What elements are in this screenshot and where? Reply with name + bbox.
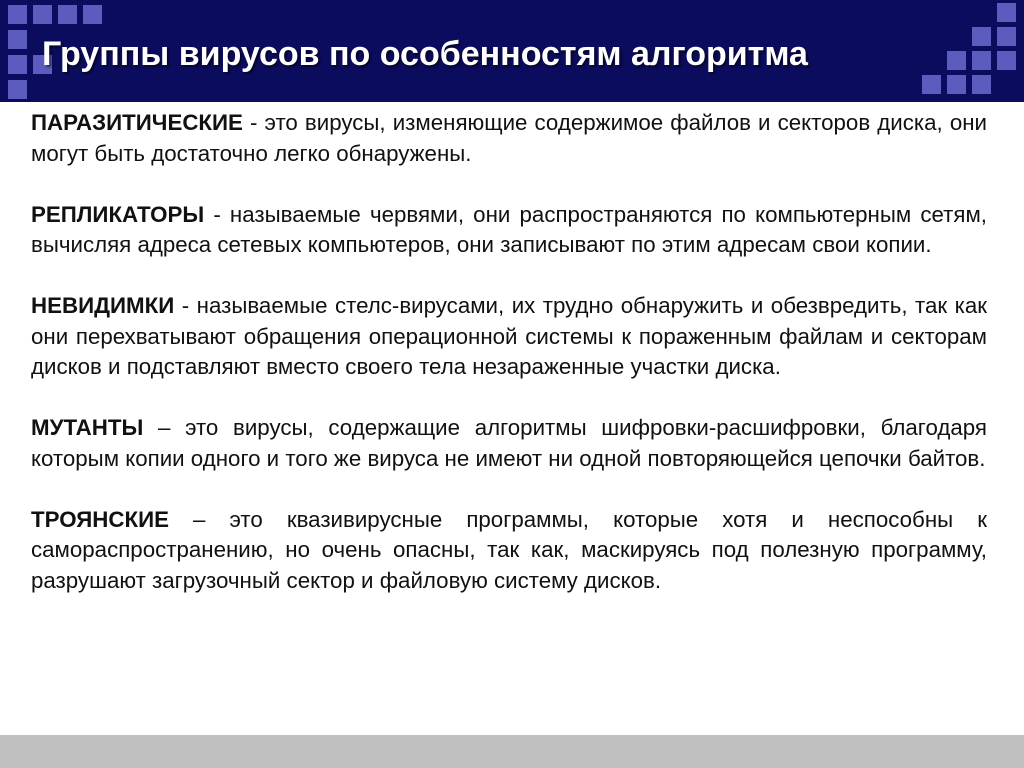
virus-group-paragraph bbox=[31, 505, 987, 597]
decorative-square bbox=[33, 5, 52, 24]
decorative-square bbox=[922, 75, 941, 94]
slide-title: Группы вирусов по особенностям алгоритма bbox=[42, 35, 808, 73]
virus-groups-list bbox=[31, 108, 987, 596]
decorative-square bbox=[8, 55, 27, 74]
virus-group-description: – это вирусы, содержащие алгоритмы шифровки-расшифровки, благодаря которым копии одного и того же вируса не имеют ни одной повторяющейся цепочки байтов. bbox=[31, 415, 987, 471]
virus-group-paragraph bbox=[31, 200, 987, 261]
decorative-square bbox=[8, 30, 27, 49]
decorative-square bbox=[997, 3, 1016, 22]
decorative-square bbox=[947, 51, 966, 70]
decorative-square bbox=[58, 5, 77, 24]
decorative-square bbox=[997, 51, 1016, 70]
decorative-square bbox=[972, 51, 991, 70]
virus-group-term: МУТАНТЫ bbox=[31, 415, 144, 440]
virus-group-paragraph bbox=[31, 291, 987, 383]
decorative-square bbox=[83, 5, 102, 24]
decorative-square bbox=[8, 80, 27, 99]
title-banner bbox=[0, 0, 1024, 102]
decorative-square bbox=[947, 75, 966, 94]
footer-bar bbox=[0, 735, 1024, 768]
virus-group-description: - называемые стелс-вирусами, их трудно обнаружить и обезвредить, так как они перехватывают обращения операционной системы к пораженным файлам и секторам дисков и подставляют вместо своего тела незараженные участки диска. bbox=[31, 293, 987, 379]
decorative-square bbox=[8, 5, 27, 24]
virus-group-paragraph bbox=[31, 108, 987, 169]
virus-group-description: – это квазивирусные программы, которые хотя и неспособны к самораспространению, но очень опасны, так как, маскируясь под полезную программу, разрушают загрузочный сектор и файловую систему дисков. bbox=[31, 506, 987, 593]
virus-group-description: - называемые червями, они распространяются по компьютерным сетям, вычисляя адреса сетевых компьютеров, они записывают по этим адресам свои копии. bbox=[31, 201, 987, 257]
decorative-square bbox=[997, 27, 1016, 46]
virus-group-term: НЕВИДИМКИ bbox=[31, 293, 175, 318]
virus-group-paragraph bbox=[31, 413, 987, 474]
decorative-square bbox=[972, 27, 991, 46]
virus-group-term: ТРОЯНСКИЕ bbox=[31, 506, 169, 532]
virus-group-description: - это вирусы, изменяющие содержимое файлов и секторов диска, они могут быть достаточно легко обнаружены. bbox=[31, 110, 987, 166]
virus-group-term: РЕПЛИКАТОРЫ bbox=[31, 201, 205, 227]
virus-group-term: ПАРАЗИТИЧЕСКИЕ bbox=[31, 110, 243, 135]
decorative-square bbox=[972, 75, 991, 94]
